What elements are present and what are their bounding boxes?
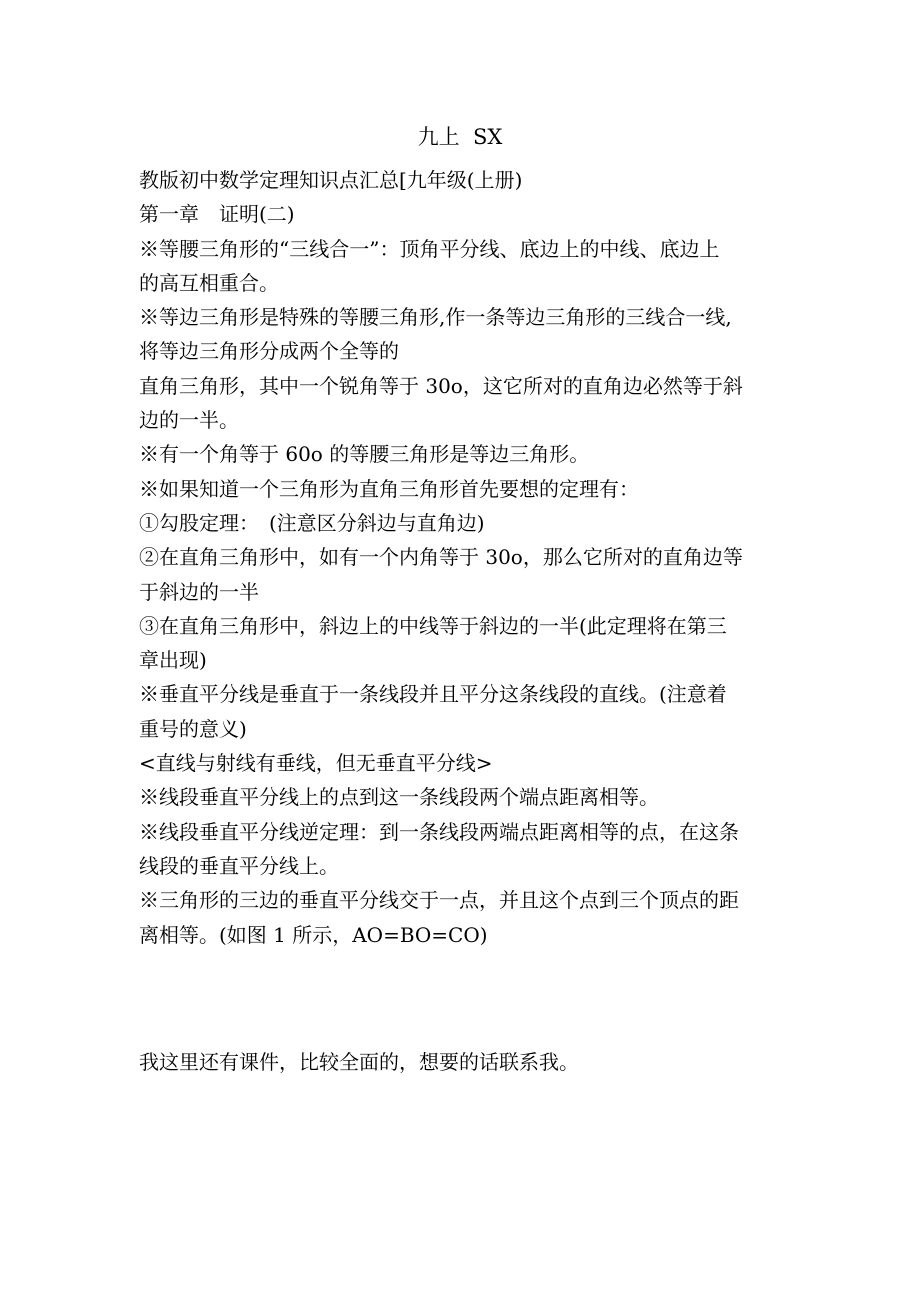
document-title: 九上 SX [417, 125, 503, 149]
text-line: ②在直角三角形中，如有一个内角等于 30o，那么它所对的直角边等 [139, 545, 743, 570]
text-line: ※三角形的三边的垂直平分线交于一点，并且这个点到三个顶点的距 [139, 888, 739, 913]
text-line: 章出现) [139, 648, 207, 673]
text-line: ①勾股定理： (注意区分斜边与直角边) [139, 510, 485, 535]
text-line: 重号的意义) [139, 716, 247, 741]
text-line: ※如果知道一个三角形为直角三角形首先要想的定理有： [139, 476, 639, 501]
text-line: ※有一个角等于 60o 的等腰三角形是等边三角形。 [139, 442, 590, 467]
footer-note: 我这里还有课件，比较全面的，想要的话联系我。 [139, 1050, 579, 1074]
text-line: 的高互相重合。 [139, 270, 279, 295]
text-line: 直角三角形，其中一个锐角等于 30o，这它所对的直角边必然等于斜 [139, 373, 743, 398]
text-line: 于斜边的一半 [139, 579, 259, 604]
text-line: ※线段垂直平分线逆定理：到一条线段两端点距离相等的点，在这条 [139, 819, 739, 844]
document-body [139, 163, 789, 952]
text-line: ※线段垂直平分线上的点到这一条线段两个端点距离相等。 [139, 785, 659, 810]
text-line: ※垂直平分线是垂直于一条线段并且平分这条线段的直线。(注意着 [139, 682, 727, 707]
text-line: 边的一半。 [139, 408, 239, 433]
text-line: <直线与射线有垂线，但无垂直平分线> [139, 751, 493, 776]
chapter-heading: 第一章 证明(二) [139, 202, 295, 227]
text-line: 教版初中数学定理知识点汇总[九年级(上册) [139, 168, 523, 192]
text-line: 离相等。(如图 1 所示，AO=BO=CO) [139, 922, 488, 947]
text-line: 线段的垂直平分线上。 [139, 853, 339, 878]
text-line: ③在直角三角形中，斜边上的中线等于斜边的一半(此定理将在第三 [139, 613, 727, 638]
text-line: ※等腰三角形的“三线合一”：顶角平分线、底边上的中线、底边上 [139, 236, 720, 261]
text-line: ※等边三角形是特殊的等腰三角形,作一条等边三角形的三线合一线, [139, 305, 732, 330]
text-line: 将等边三角形分成两个全等的 [139, 339, 399, 364]
